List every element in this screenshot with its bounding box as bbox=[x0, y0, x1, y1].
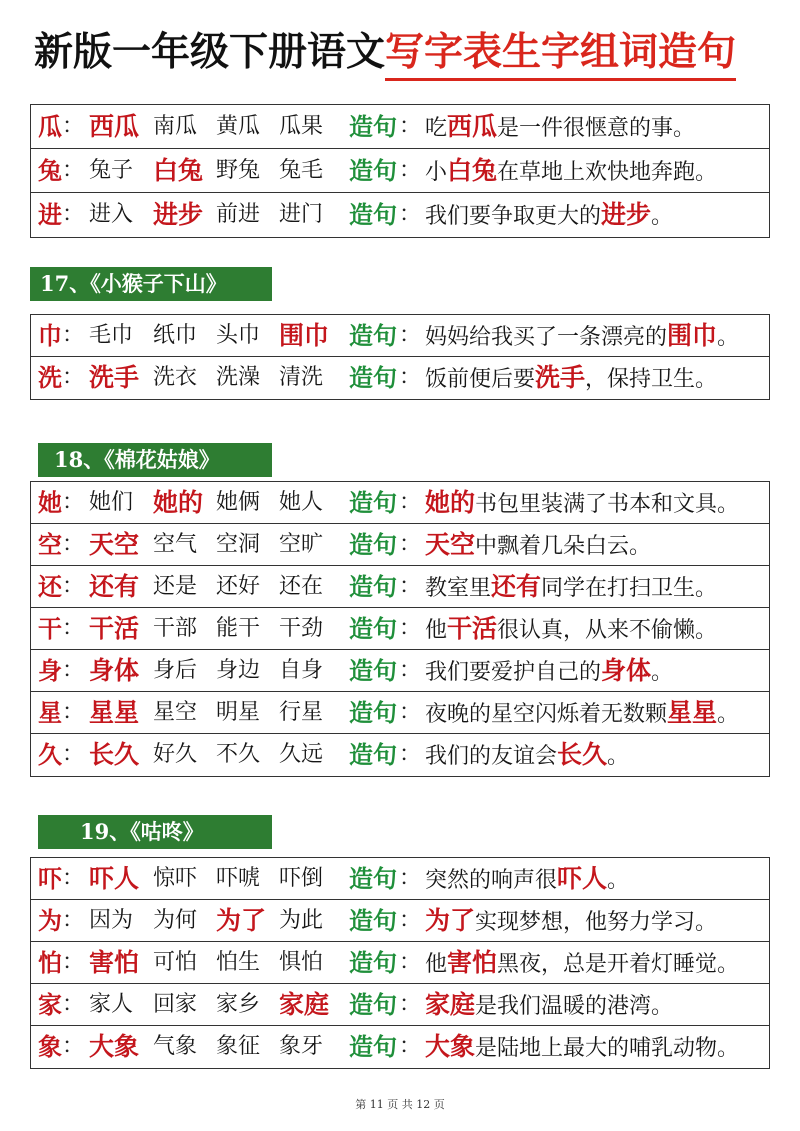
word-highlighted: 长久 bbox=[89, 740, 140, 769]
character: 干 bbox=[38, 614, 62, 643]
word-highlighted: 家庭 bbox=[279, 990, 330, 1019]
vocab-row bbox=[31, 149, 769, 193]
sentence-text: 很认真，从来不偷懒。 bbox=[497, 618, 718, 643]
sentence-text: 我们要争取更大的 bbox=[425, 204, 602, 229]
word: 兔毛 bbox=[279, 158, 324, 183]
sentence-label: 造句 bbox=[349, 656, 397, 685]
word: 瓜果 bbox=[279, 114, 324, 139]
colon: ： bbox=[399, 574, 422, 599]
word: 自身 bbox=[279, 658, 324, 683]
word: 能干 bbox=[216, 616, 261, 641]
vocab-row bbox=[31, 193, 769, 237]
word: 明星 bbox=[216, 700, 261, 725]
sentence-text: 妈妈给我买了一条漂亮的 bbox=[425, 325, 668, 350]
vocab-row bbox=[31, 858, 769, 900]
sentence-label: 造句 bbox=[349, 698, 397, 727]
sentence-label: 造句 bbox=[349, 488, 397, 517]
word: 南瓜 bbox=[153, 114, 198, 139]
colon: ： bbox=[399, 202, 422, 227]
word: 野兔 bbox=[216, 158, 261, 183]
colon: ： bbox=[399, 616, 422, 641]
word: 进入 bbox=[89, 202, 134, 227]
word: 空气 bbox=[153, 532, 198, 557]
title-highlight: 写字表生字组词造句 bbox=[385, 28, 736, 81]
word: 清洗 bbox=[279, 365, 324, 390]
word: 干部 bbox=[153, 616, 198, 641]
vocab-row bbox=[31, 608, 769, 650]
character: 空 bbox=[38, 530, 62, 559]
vocab-row bbox=[31, 984, 769, 1026]
example-sentence bbox=[425, 149, 717, 194]
character: 还 bbox=[38, 572, 62, 601]
word: 兔子 bbox=[89, 158, 134, 183]
colon: ： bbox=[62, 202, 85, 227]
word: 她人 bbox=[279, 490, 324, 515]
word-highlighted: 还有 bbox=[89, 572, 140, 601]
word-highlighted: 干活 bbox=[89, 614, 140, 643]
sentence-highlight: 西瓜 bbox=[447, 112, 498, 141]
vocab-row bbox=[31, 1026, 769, 1068]
sentence-label: 造句 bbox=[349, 321, 397, 350]
word: 久远 bbox=[279, 742, 324, 767]
colon: ： bbox=[62, 1034, 85, 1059]
colon: ： bbox=[62, 114, 85, 139]
lesson-heading: 18、《棉花姑娘》 bbox=[38, 443, 272, 477]
colon: ： bbox=[62, 950, 85, 975]
sentence-label: 造句 bbox=[349, 363, 397, 392]
colon: ： bbox=[399, 532, 422, 557]
sentence-highlight: 害怕 bbox=[447, 948, 498, 977]
word: 空洞 bbox=[216, 532, 261, 557]
example-sentence bbox=[425, 482, 739, 525]
colon: ： bbox=[62, 365, 85, 390]
vocab-row bbox=[31, 734, 769, 776]
word-highlighted: 身体 bbox=[89, 656, 140, 685]
title-main: 新版一年级下册语文 bbox=[34, 30, 386, 75]
sentence-text: 。 bbox=[607, 744, 630, 769]
vocab-row bbox=[31, 524, 769, 566]
word-highlighted: 白兔 bbox=[153, 156, 204, 185]
sentence-text: 我们要爱护自己的 bbox=[425, 660, 602, 685]
colon: ： bbox=[62, 992, 85, 1017]
word-highlighted: 天空 bbox=[89, 530, 140, 559]
colon: ： bbox=[62, 616, 85, 641]
sentence-highlight: 星星 bbox=[667, 698, 718, 727]
colon: ： bbox=[62, 574, 85, 599]
colon: ： bbox=[62, 866, 85, 891]
vocab-row bbox=[31, 566, 769, 608]
sentence-highlight: 洗手 bbox=[535, 363, 586, 392]
example-sentence bbox=[425, 1026, 739, 1069]
example-sentence bbox=[425, 524, 651, 567]
word: 因为 bbox=[89, 908, 134, 933]
sentence-text: 他 bbox=[425, 952, 448, 977]
colon: ： bbox=[62, 908, 85, 933]
sentence-text: 中飘着几朵白云。 bbox=[475, 534, 652, 559]
sentence-label: 造句 bbox=[349, 948, 397, 977]
vocab-row bbox=[31, 650, 769, 692]
word: 家乡 bbox=[216, 992, 261, 1017]
vocab-table bbox=[30, 857, 770, 1069]
sentence-text: 教室里 bbox=[425, 576, 492, 601]
colon: ： bbox=[399, 490, 422, 515]
example-sentence bbox=[425, 105, 695, 150]
word-highlighted: 吓人 bbox=[89, 864, 140, 893]
character: 吓 bbox=[38, 864, 62, 893]
sentence-text: 突然的响声很 bbox=[425, 868, 558, 893]
character: 巾 bbox=[38, 321, 62, 350]
word: 她俩 bbox=[216, 490, 261, 515]
sentence-label: 造句 bbox=[349, 156, 397, 185]
vocab-table bbox=[30, 314, 770, 400]
sentence-text: 。 bbox=[717, 325, 740, 350]
vocab-row bbox=[31, 357, 769, 399]
lesson-heading: 19、《咕咚》 bbox=[38, 815, 272, 849]
sentence-highlight: 白兔 bbox=[447, 156, 498, 185]
word: 纸巾 bbox=[153, 323, 198, 348]
page-title bbox=[34, 28, 736, 81]
word: 干劲 bbox=[279, 616, 324, 641]
colon: ： bbox=[399, 323, 422, 348]
example-sentence bbox=[425, 357, 717, 400]
word-highlighted: 为了 bbox=[216, 906, 267, 935]
vocab-table bbox=[30, 104, 770, 238]
sentence-text: 。 bbox=[651, 660, 674, 685]
colon: ： bbox=[399, 992, 422, 1017]
sentence-label: 造句 bbox=[349, 572, 397, 601]
example-sentence bbox=[425, 566, 717, 609]
word-highlighted: 大象 bbox=[89, 1032, 140, 1061]
character: 怕 bbox=[38, 948, 62, 977]
sentence-highlight: 干活 bbox=[447, 614, 498, 643]
sentence-highlight: 进步 bbox=[601, 200, 652, 229]
sentence-text: 黑夜，总是开着灯睡觉。 bbox=[497, 952, 740, 977]
sentence-highlight: 大象 bbox=[425, 1032, 476, 1061]
word: 象征 bbox=[216, 1034, 261, 1059]
word-highlighted: 围巾 bbox=[279, 321, 330, 350]
colon: ： bbox=[62, 532, 85, 557]
word: 为此 bbox=[279, 908, 324, 933]
example-sentence bbox=[425, 650, 673, 693]
sentence-text: 同学在打扫卫生。 bbox=[541, 576, 718, 601]
sentence-text: 实现梦想，他努力学习。 bbox=[475, 910, 718, 935]
sentence-label: 造句 bbox=[349, 200, 397, 229]
example-sentence bbox=[425, 858, 629, 901]
word: 吓唬 bbox=[216, 866, 261, 891]
word-highlighted: 进步 bbox=[153, 200, 204, 229]
sentence-text: 他 bbox=[425, 618, 448, 643]
word: 还好 bbox=[216, 574, 261, 599]
word: 惧怕 bbox=[279, 950, 324, 975]
word: 黄瓜 bbox=[216, 114, 261, 139]
sentence-text: 。 bbox=[717, 702, 740, 727]
colon: ： bbox=[399, 158, 422, 183]
word: 吓倒 bbox=[279, 866, 324, 891]
sentence-text: ，保持卫生。 bbox=[585, 367, 718, 392]
sentence-highlight: 天空 bbox=[425, 530, 476, 559]
sentence-text: 。 bbox=[651, 204, 674, 229]
sentence-label: 造句 bbox=[349, 1032, 397, 1061]
word: 洗澡 bbox=[216, 365, 261, 390]
word-highlighted: 她的 bbox=[153, 488, 204, 517]
sentence-label: 造句 bbox=[349, 740, 397, 769]
word-highlighted: 害怕 bbox=[89, 948, 140, 977]
word: 空旷 bbox=[279, 532, 324, 557]
word: 身后 bbox=[153, 658, 198, 683]
word-highlighted: 星星 bbox=[89, 698, 140, 727]
word: 行星 bbox=[279, 700, 324, 725]
sentence-text: 是一件很惬意的事。 bbox=[497, 116, 696, 141]
character: 洗 bbox=[38, 363, 62, 392]
word: 气象 bbox=[153, 1034, 198, 1059]
sentence-label: 造句 bbox=[349, 614, 397, 643]
sentence-label: 造句 bbox=[349, 990, 397, 1019]
word: 头巾 bbox=[216, 323, 261, 348]
word: 她们 bbox=[89, 490, 134, 515]
sentence-text: 。 bbox=[607, 868, 630, 893]
sentence-highlight: 围巾 bbox=[667, 321, 718, 350]
colon: ： bbox=[399, 950, 422, 975]
sentence-label: 造句 bbox=[349, 530, 397, 559]
example-sentence bbox=[425, 984, 673, 1027]
character: 她 bbox=[38, 488, 62, 517]
sentence-highlight: 为了 bbox=[425, 906, 476, 935]
colon: ： bbox=[399, 365, 422, 390]
word: 回家 bbox=[153, 992, 198, 1017]
word: 为何 bbox=[153, 908, 198, 933]
word: 星空 bbox=[153, 700, 198, 725]
character: 象 bbox=[38, 1032, 62, 1061]
vocab-row bbox=[31, 105, 769, 149]
sentence-label: 造句 bbox=[349, 906, 397, 935]
example-sentence bbox=[425, 608, 717, 651]
colon: ： bbox=[399, 1034, 422, 1059]
colon: ： bbox=[399, 114, 422, 139]
sentence-label: 造句 bbox=[349, 112, 397, 141]
character: 身 bbox=[38, 656, 62, 685]
vocab-row bbox=[31, 482, 769, 524]
sentence-label: 造句 bbox=[349, 864, 397, 893]
sentence-text: 书包里装满了书本和文具。 bbox=[475, 492, 740, 517]
sentence-text: 饭前便后要 bbox=[425, 367, 536, 392]
word: 象牙 bbox=[279, 1034, 324, 1059]
word: 家人 bbox=[89, 992, 134, 1017]
colon: ： bbox=[399, 866, 422, 891]
sentence-highlight: 还有 bbox=[491, 572, 542, 601]
character: 进 bbox=[38, 200, 62, 229]
colon: ： bbox=[399, 700, 422, 725]
word: 还是 bbox=[153, 574, 198, 599]
example-sentence bbox=[425, 942, 739, 985]
word: 进门 bbox=[279, 202, 324, 227]
colon: ： bbox=[399, 908, 422, 933]
word: 毛巾 bbox=[89, 323, 134, 348]
sentence-highlight: 身体 bbox=[601, 656, 652, 685]
sentence-highlight: 长久 bbox=[557, 740, 608, 769]
example-sentence bbox=[425, 734, 629, 777]
colon: ： bbox=[62, 323, 85, 348]
example-sentence bbox=[425, 900, 717, 943]
colon: ： bbox=[62, 658, 85, 683]
example-sentence bbox=[425, 315, 739, 358]
character: 瓜 bbox=[38, 112, 62, 141]
sentence-text: 吃 bbox=[425, 116, 448, 141]
word: 可怕 bbox=[153, 950, 198, 975]
word-highlighted: 西瓜 bbox=[89, 112, 140, 141]
sentence-text: 是我们温暖的港湾。 bbox=[475, 994, 674, 1019]
vocab-row bbox=[31, 942, 769, 984]
sentence-text: 小 bbox=[425, 160, 448, 185]
word: 不久 bbox=[216, 742, 261, 767]
example-sentence bbox=[425, 193, 673, 238]
colon: ： bbox=[62, 742, 85, 767]
vocab-table bbox=[30, 481, 770, 777]
sentence-highlight: 吓人 bbox=[557, 864, 608, 893]
sentence-highlight: 她的 bbox=[425, 488, 476, 517]
lesson-heading: 17、《小猴子下山》 bbox=[30, 267, 272, 301]
sentence-text: 夜晚的星空闪烁着无数颗 bbox=[425, 702, 668, 727]
colon: ： bbox=[399, 742, 422, 767]
colon: ： bbox=[399, 658, 422, 683]
sentence-text: 我们的友谊会 bbox=[425, 744, 558, 769]
word: 还在 bbox=[279, 574, 324, 599]
example-sentence bbox=[425, 692, 739, 735]
colon: ： bbox=[62, 700, 85, 725]
character: 久 bbox=[38, 740, 62, 769]
word: 好久 bbox=[153, 742, 198, 767]
colon: ： bbox=[62, 158, 85, 183]
word: 洗衣 bbox=[153, 365, 198, 390]
sentence-text: 在草地上欢快地奔跑。 bbox=[497, 160, 718, 185]
vocab-row bbox=[31, 692, 769, 734]
character: 星 bbox=[38, 698, 62, 727]
colon: ： bbox=[62, 490, 85, 515]
word-highlighted: 洗手 bbox=[89, 363, 140, 392]
character: 兔 bbox=[38, 156, 62, 185]
sentence-highlight: 家庭 bbox=[425, 990, 476, 1019]
word: 惊吓 bbox=[153, 866, 198, 891]
character: 为 bbox=[38, 906, 62, 935]
sentence-text: 是陆地上最大的哺乳动物。 bbox=[475, 1036, 740, 1061]
word: 身边 bbox=[216, 658, 261, 683]
word: 前进 bbox=[216, 202, 261, 227]
word: 怕生 bbox=[216, 950, 261, 975]
character: 家 bbox=[38, 990, 62, 1019]
vocab-row bbox=[31, 900, 769, 942]
vocab-row bbox=[31, 315, 769, 357]
page-footer: 第 11 页 共 12 页 bbox=[355, 1098, 445, 1111]
